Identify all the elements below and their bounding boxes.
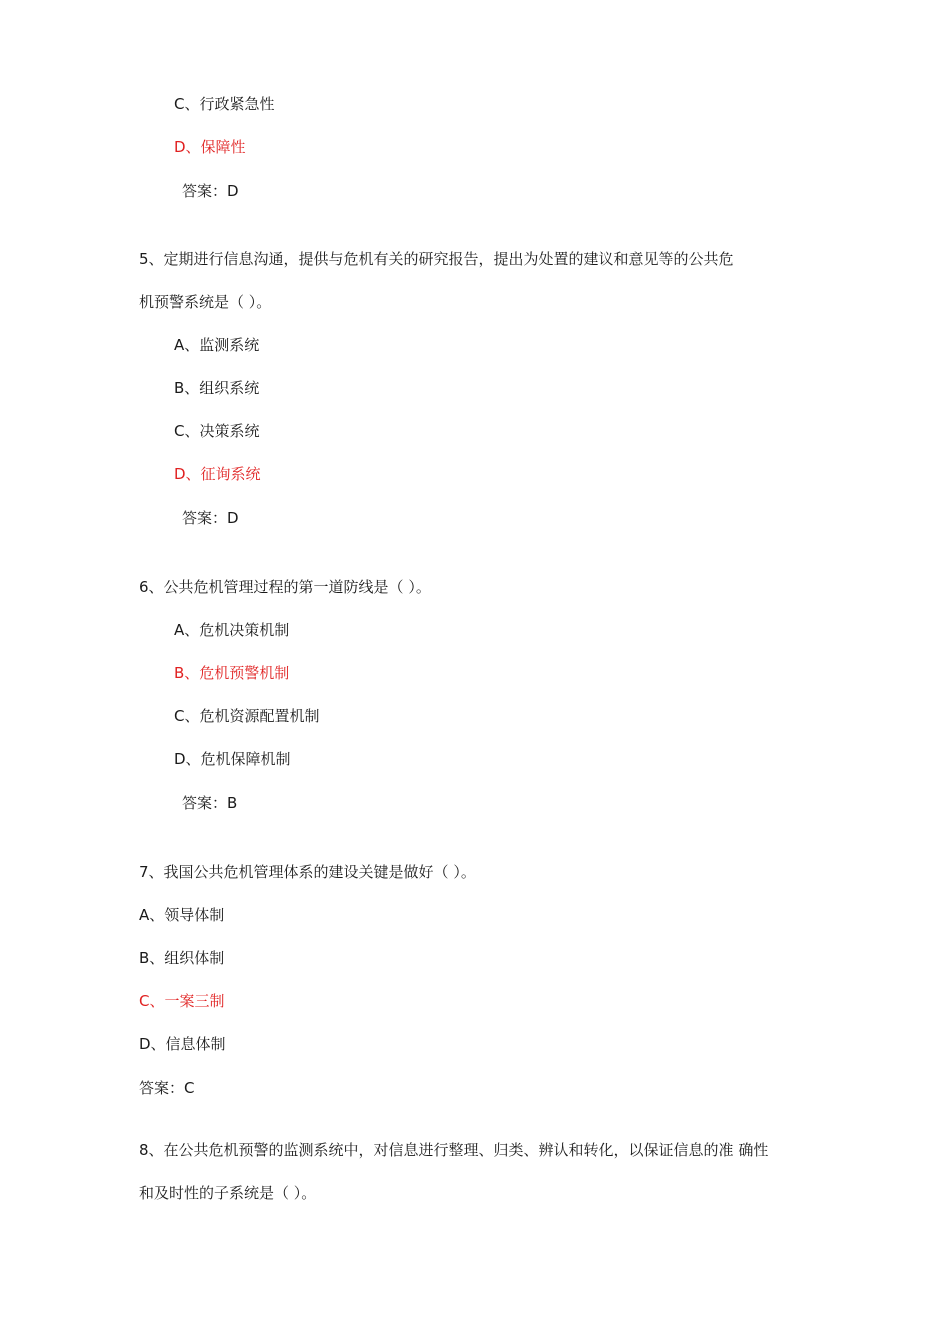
q6-stem: 6、公共危机管理过程的第一道防线是（ ）。 (139, 578, 431, 596)
q6-answer: 答案：B (182, 794, 238, 812)
q6-option-b-correct: B、危机预警机制 (174, 664, 290, 682)
q5-option-c: C、决策系统 (174, 422, 260, 440)
q5-stem-line1: 5、定期进行信息沟通，提供与危机有关的研究报告，提出为处置的建议和意见等的公共危 (139, 250, 734, 268)
q5-stem-line2: 机预警系统是（ ）。 (139, 293, 272, 311)
q5-option-a: A、监测系统 (174, 336, 260, 354)
q8-stem-line1: 8、在公共危机预警的监测系统中，对信息进行整理、归类、辨认和转化，以保证信息的准 确性 (139, 1141, 769, 1159)
q4-answer: 答案：D (182, 182, 239, 200)
q6-option-c: C、危机资源配置机制 (174, 707, 320, 725)
q7-option-d: D、信息体制 (139, 1035, 226, 1053)
q7-option-b: B、组织体制 (139, 949, 225, 967)
q7-option-a: A、领导体制 (139, 906, 225, 924)
q6-option-a: A、危机决策机制 (174, 621, 290, 639)
q4-option-c: C、行政紧急性 (174, 95, 275, 113)
q5-answer: 答案：D (182, 509, 239, 527)
q5-option-d-correct: D、征询系统 (174, 465, 261, 483)
q7-stem: 7、我国公共危机管理体系的建设关键是做好（ ）。 (139, 863, 476, 881)
q4-option-d-correct: D、保障性 (174, 138, 246, 156)
q7-answer: 答案：C (139, 1079, 195, 1097)
q6-option-d: D、危机保障机制 (174, 750, 291, 768)
q5-option-b: B、组织系统 (174, 379, 260, 397)
q7-option-c-correct: C、一案三制 (139, 992, 225, 1010)
q8-stem-line2: 和及时性的子系统是（ ）。 (139, 1184, 317, 1202)
